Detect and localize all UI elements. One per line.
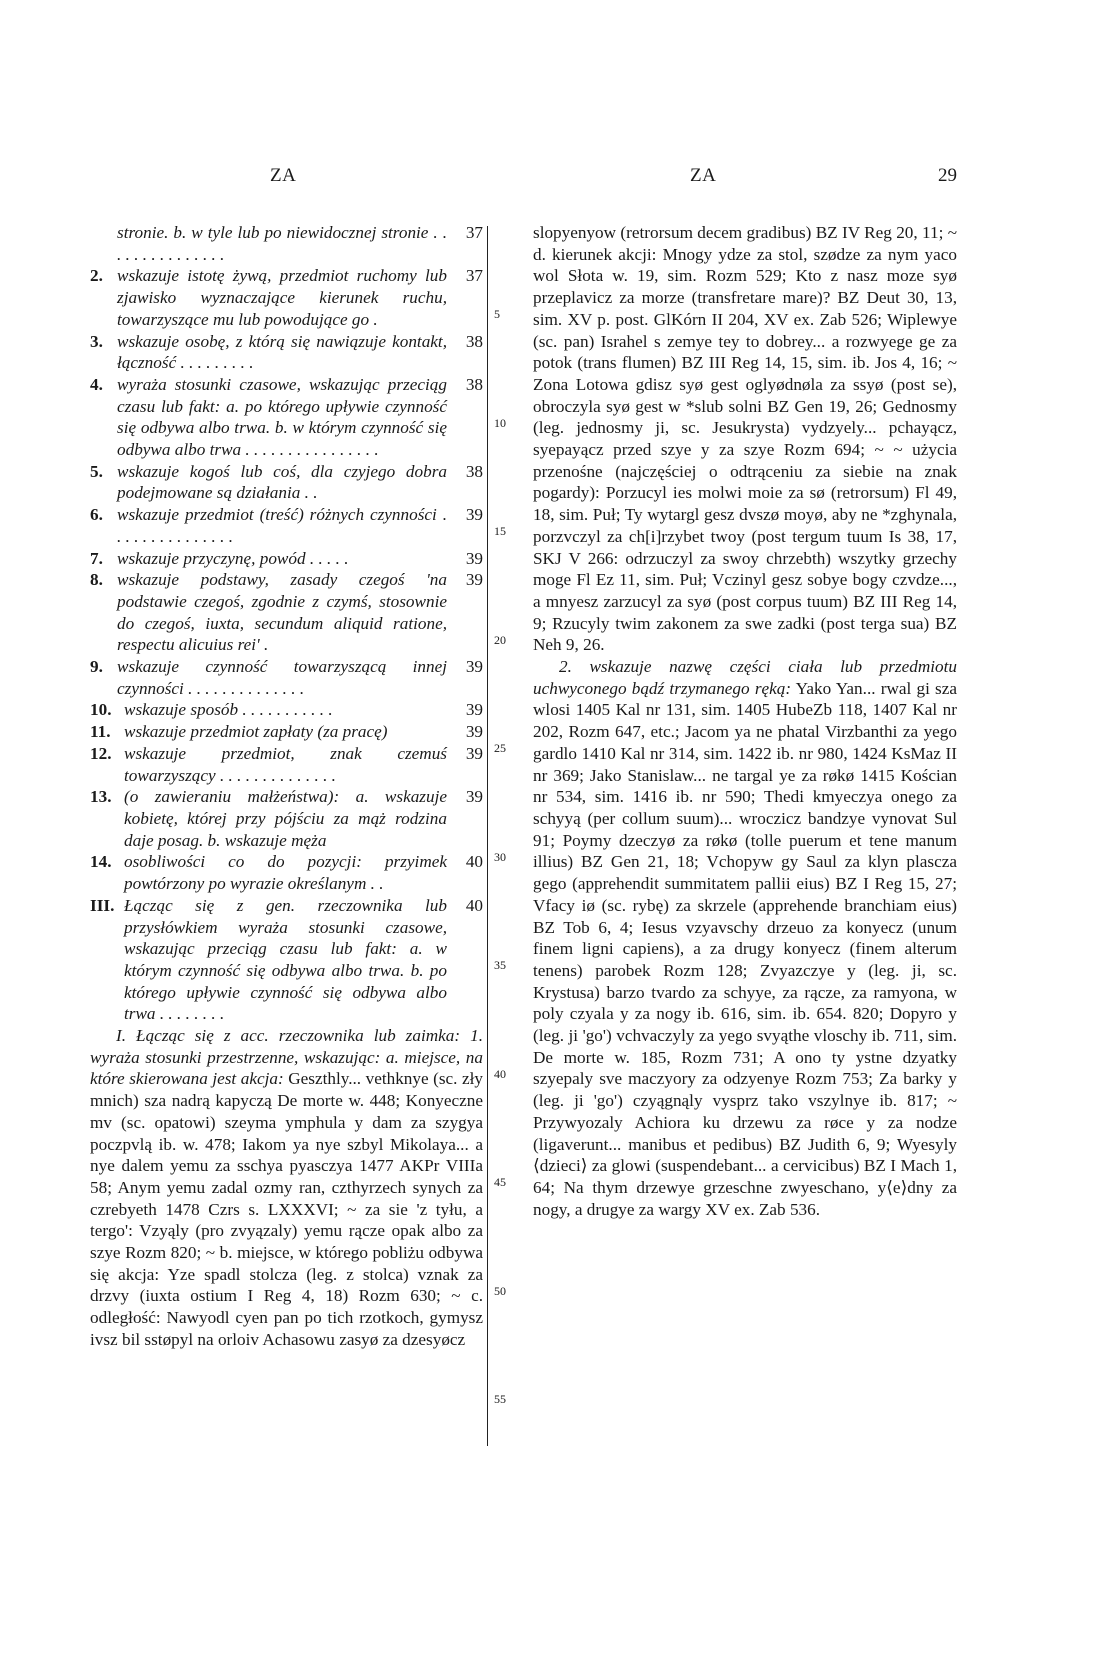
toc-page: 39 [465,700,483,720]
toc-page: 39 [465,505,483,525]
toc-entry [90,656,483,699]
line-number: 5 [494,307,500,321]
section-lead: I. Łącząc się z acc. rzeczownika lub zaimka: 1. wyraża stosunki przestrzenne, wskazując: a. miejsce, na które skierowana jest akcja: [90,1026,483,1089]
toc-text: wyraża stosunki czasowe, wskazując przeciąg czasu lub fakt: a. po którego upływie czynność się odbywa albo trwa. b. w którym czynność się odbywa albo trwa . . . . . . . . . . . . . . . . [117,374,447,460]
toc-number: 5. [90,461,103,481]
toc-number: 12. [90,743,112,763]
section-lead: 2. wskazuje nazwę części ciała lub przedmiotu uchwyconego bądź trzymanego ręką: [533,657,957,698]
toc-page: 38 [465,331,483,351]
toc-number: III. [90,895,115,915]
toc-entry [90,786,483,851]
toc-number: 13. [90,787,112,807]
toc-text: stronie. b. w tyle lub po niewidocznej stronie . . . . . . . . . . . . . . . [117,223,447,264]
toc-page: 37 [465,223,483,242]
entry-paragraph [533,656,957,1220]
line-number: 10 [494,416,506,430]
toc-page: 39 [465,743,483,763]
toc-number: 3. [90,331,103,351]
line-number: 25 [494,741,506,755]
citations: Geszthly... vethknye (sc. zły mnich) sza nadrą kapyczą De morte w. 448; Konyeczne mv (sc. opatowi) szeyma ymphula y dam za szygya poczpvlą ib. w. 478; Iakom ya nye szbyl Mikolaya... a nye dalem yemu za sschya pyasczya 1477 AKPr VIIIa 58; Anym yemu zadal ozmy ran, czthyrzech synych za czrebyeth 1478 Czrs s. LXXXVI; ~ za sie 'z tyłu, a tergo': Vzyąly (pro zvyązaly) yemu rącze opak albo za szye Rozm 820; ~ b. miejsce, w którego pobliżu odbywa się akcja: Yze spadl stolcza (leg. z stolca) vznak za drzvy (iuxta ostium I Reg 4, 18) Rozm 630; ~ c. odległość: Nawyodl cyen pan po tich rzotkoch, gymysz ivsz bil sstøpyl na orloiv Achasowu zasyø za dzesyøcz [90,1069,483,1349]
page-number: 29 [938,165,957,186]
line-number: 40 [494,1067,506,1081]
toc-entry [90,743,483,786]
toc-text: wskazuje kogoś lub coś, dla czyjego dobra podejmowane są działania . . [117,461,447,503]
toc-entry [90,895,483,1025]
line-number: 20 [494,633,506,647]
toc-number: 8. [90,570,103,590]
line-number: 15 [494,524,506,538]
toc-entry [90,331,483,374]
toc-entry [90,222,483,265]
toc-text: wskazuje przedmiot (treść) różnych czynności . . . . . . . . . . . . . . . [117,505,447,546]
toc-number: 9. [90,657,103,677]
toc-entry [90,851,483,894]
toc-number: 11. [90,722,111,742]
running-head-left: ZA [270,165,297,186]
toc-page: 37 [465,266,483,286]
toc-text: wskazuje istotę żywą, przedmiot ruchomy lub zjawisko wyznaczające kierunek ruchu, towarzyszące mu lub powodujące go . [117,266,447,329]
entry-paragraph: slopyenyow (retrorsum decem gradibus) BZ IV Reg 20, 11; ~ d. kierunek akcji: Mnogy ydze za stol, szødze za nym yaco wol Słota w. 19, sim. Rozm 529; Kto z nasz moze syø przeplavicz za morze (transfretare mare)? BZ Deut 30, 13, sim. XV p. post. GlKórn II 204, XV ex. Zab 526; Wiplewye (sc. pan) Israhel s zemye tey to dobrey... a rozwyege ge za potok (trans flumen) BZ III Reg 14, 15, sim. ib. Jos 4, 16; ~ Zona Lotowa gdisz syø gest oglyødnøla za ssyø (post se), obroczyla syø gest w *slub solni BZ Gen 19, 26; Gednosmy (leg. jednosmy ji, sc. Jesukrysta) vydzyely... pchayącz, syepayącz przed szye y za szye Rozm 694; ~ ~ użycia przenośne (najczęściej o odtrąceniu za siebie na znak pogardy): Porzucyl ies molwi moie za sø (retrorsum) Fl 49, 18, sim. Puł; Ty wytargl gesz dvszø moyø, aby ne *zghynala, porzvczyl za ch[i]rzybet twoy (post tergum tuum Is 38, 17, SKJ V 266: odrzuczyl za swoy chrzebth) wszytky grzechy moge Fl Ez 11, sim. Puł; Vczinyl gesz sobye bogy czvdze..., a mnyesz zarzucyl za syø (post corpus tuum) BZ III Reg 14, 9; Rzucyly twim zakonem za swe zadki (post terga sua) BZ Neh 9, 26. [533,223,957,655]
toc-number: 2. [90,266,103,286]
toc-number: 7. [90,548,103,568]
toc-number: 4. [90,374,103,394]
toc-page: 39 [465,570,483,590]
line-number: 50 [494,1284,506,1298]
toc-entry [90,569,483,656]
toc-entry [90,374,483,461]
toc-page: 39 [465,787,483,807]
toc-text: wskazuje podstawy, zasady czegoś 'na podstawie czegoś, zgodnie z czymś, stosownie do czegoś, iuxta, secundum aliquid ratione, respectu alicuius rei' . [117,570,447,655]
toc-text: wskazuje czynność towarzyszącą innej czynności . . . . . . . . . . . . . . [117,657,447,698]
toc-page: 39 [465,548,483,568]
toc-text: wskazuje przyczynę, powód . . . . . [117,548,349,568]
toc-entry [90,699,483,721]
line-number: 35 [494,958,506,972]
toc-number: 10. [90,700,112,720]
toc-text: wskazuje przedmiot, znak czemuś towarzyszący . . . . . . . . . . . . . . [124,743,447,785]
toc-text: osobliwości co do pozycji: przyimek powtórzony po wyrazie określanym . . [124,852,447,894]
column-divider [487,226,488,1446]
right-column [533,222,957,1220]
toc-entry [90,504,483,547]
toc-number: 14. [90,852,112,872]
line-number: 45 [494,1175,506,1189]
toc-entry [90,265,483,330]
toc-page: 38 [465,461,483,481]
running-head-right: ZA [690,165,717,186]
toc-text: wskazuje sposób . . . . . . . . . . . [124,700,333,720]
toc-entry [90,721,483,743]
toc-page: 40 [465,852,483,872]
toc-text: wskazuje przedmiot zapłaty (za pracę) [124,722,388,742]
toc-number: 6. [90,505,103,525]
citations: Yako Yan... rwal gi sza wlosi 1405 Kal nr 131, sim. 1405 HubeZb 118, 1407 Kal nr 202, Rozm 647, etc.; Jacom ya ne phatal Virzbanthi za yego gardlo 1410 Kal nr 314, sim. 1422 ib. nr 980, 1424 KsMaz II nr 369; Jako Stanislaw... ne targal ye za røkø 1415 Kościan nr 534, sim. 1416 ib. nr 590; Thedi kmyeczya onego za schyyą (per collum suum)... wroczicz bandzye vynovat Sul 91; Poymy dzeczyø za røkø (tolle puerum et tene manum illius) BZ Gen 21, 18; Vchopyw gy Saul za klyn plascza gego (apprehendit summitatem pallii eius) BZ I Reg 15, 27; Vfacy iø (sc. rybę) za skrzele (apprehende branchiam eius) BZ Tob 6, 4; Iesus vzyavschy drzeuo za konyecz (unum finem ligni capiens), a za drugy konyecz (finem alterum tenens) parobek Rozm 128; Zvyazczye y (leg. ji, sc. Krystusa) barzo tvardo za schyye, za rącze, za ramyona, w poly czyala y za nogy ib. 616, sim. ib. 654. 820; Dopyro y (leg. ji 'go') vchvaczyly za yego svyąthe vloschy ib. 711, sim. De morte w. 185, Rozm 731; A ono ty ystne dzyatky szyepaly sve maczyory za odzyenye Rozm 753; Za barky y (leg. ji 'go') czyągnąly vysprz tako vszylnye ib. 817; ~ Przywyozaly Achiora ku drzewu za røce y za nodze (ligaverunt... manibus et pedibus) BZ Judith 6, 9; Wyesyly ⟨dzieci⟩ za glowi (suspendebant... a cervicibus) BZ I Mach 1, 64; Na thym drzewye grzeschne zwyeschano, y⟨e⟩dny za nogy, a drugye za wargy XV ex. Zab 536. [533,678,957,1219]
toc-page: 40 [465,895,483,915]
line-number: 55 [494,1392,506,1406]
line-number: 30 [494,850,506,864]
left-column [90,222,483,1351]
toc-text: wskazuje osobę, z którą się nawiązuje kontakt, łączność . . . . . . . . . [117,331,447,373]
toc-text: Łącząc się z gen. rzeczownika lub przysłówkiem wyraża stosunki czasowe, wskazując przeciąg czasu lub fakt: a. w którym czynność się odbywa albo trwa. b. po którego upływie czynność się odbywa albo trwa . . . . . . . . [124,895,447,1024]
toc-page: 39 [465,657,483,677]
toc-text: (o zawieraniu małżeństwa): a. wskazuje kobietę, której przy pójściu za mąż rodzina daje posag. b. wskazuje męża [124,787,447,850]
toc-entry [90,461,483,504]
entry-paragraph [90,1025,483,1351]
toc-entry [90,548,483,570]
toc-page: 39 [465,722,483,742]
toc-page: 38 [465,374,483,394]
